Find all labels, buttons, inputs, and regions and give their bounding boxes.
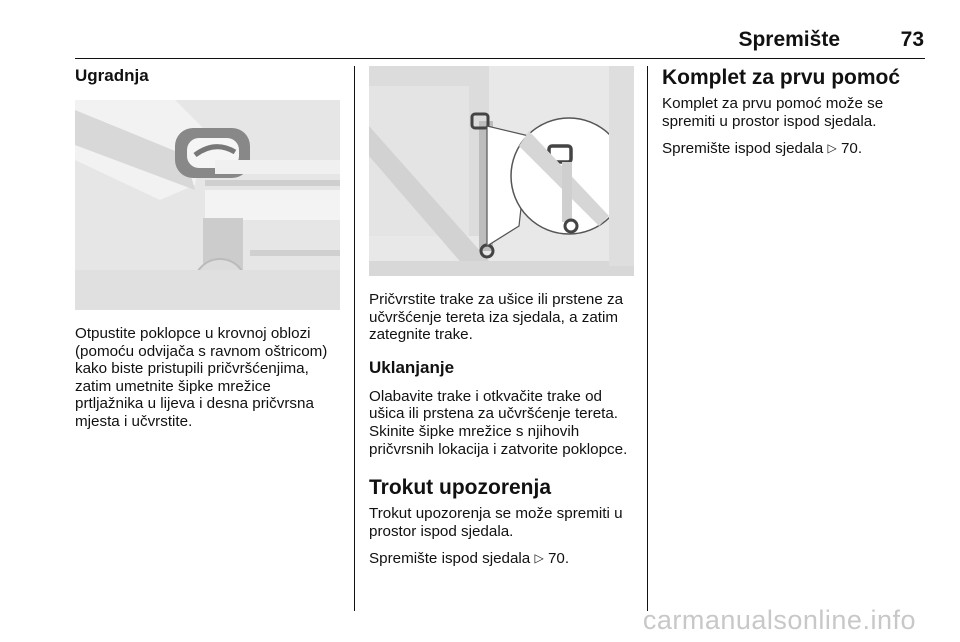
reference-page: 70. xyxy=(840,140,863,158)
column-3 xyxy=(662,66,927,168)
page-reference-icon: ▷ xyxy=(827,141,837,156)
figure-strap-anchors xyxy=(369,66,634,276)
watermark: carmanualsonline.info xyxy=(642,605,916,635)
first-aid-paragraph: Komplet za prvu pomoć može se spremiti u prostor ispod sjedala. xyxy=(662,95,884,130)
heading-warning-triangle: Trokut upozorenja xyxy=(369,476,552,500)
figure-roof-lining-mount xyxy=(75,100,340,310)
header-rule xyxy=(75,58,925,59)
column-divider-right xyxy=(647,66,648,611)
column-divider-left xyxy=(354,66,355,611)
removal-paragraph: Olabavite trake i otkvačite trake od ušica ili prstena za učvršćenje tereta. Skinite šipke mrežice s njihovih pričvrsnih lokacija i zatvorite poklopce. xyxy=(369,387,628,458)
reference-text: Spremište ispod sjedala xyxy=(662,140,824,158)
page-header-title: Spremište xyxy=(738,28,840,51)
first-aid-reference[interactable] xyxy=(662,140,927,158)
attach-straps-paragraph: Pričvrstite trake za ušice ili prstene za učvršćenje tereta iza sjedala, a zatim zategnite trake. xyxy=(369,291,624,344)
installation-paragraph: Otpustite poklopce u krovnoj oblozi (pomoću odvijača s ravnom oštricom) kako biste pristupili pričvršćenjima, zatim umetnite šipke mrežice prtljažnika u lijeva i desna pričvrsna mjesta i učvrstite. xyxy=(75,325,328,430)
page-reference-icon: ▷ xyxy=(534,551,544,566)
warning-triangle-paragraph: Trokut upozorenja se može spremiti u prostor ispod sjedala. xyxy=(369,505,623,540)
warning-triangle-reference[interactable] xyxy=(369,550,634,568)
heading-installation: Ugradnja xyxy=(75,66,149,85)
column-2 xyxy=(369,66,634,578)
heading-removal: Uklanjanje xyxy=(369,357,455,377)
heading-first-aid-kit: Komplet za prvu pomoć xyxy=(662,66,901,89)
column-1 xyxy=(75,66,340,441)
reference-page: 70. xyxy=(547,550,570,568)
reference-text: Spremište ispod sjedala xyxy=(369,550,531,568)
page-number: 73 xyxy=(900,28,924,51)
